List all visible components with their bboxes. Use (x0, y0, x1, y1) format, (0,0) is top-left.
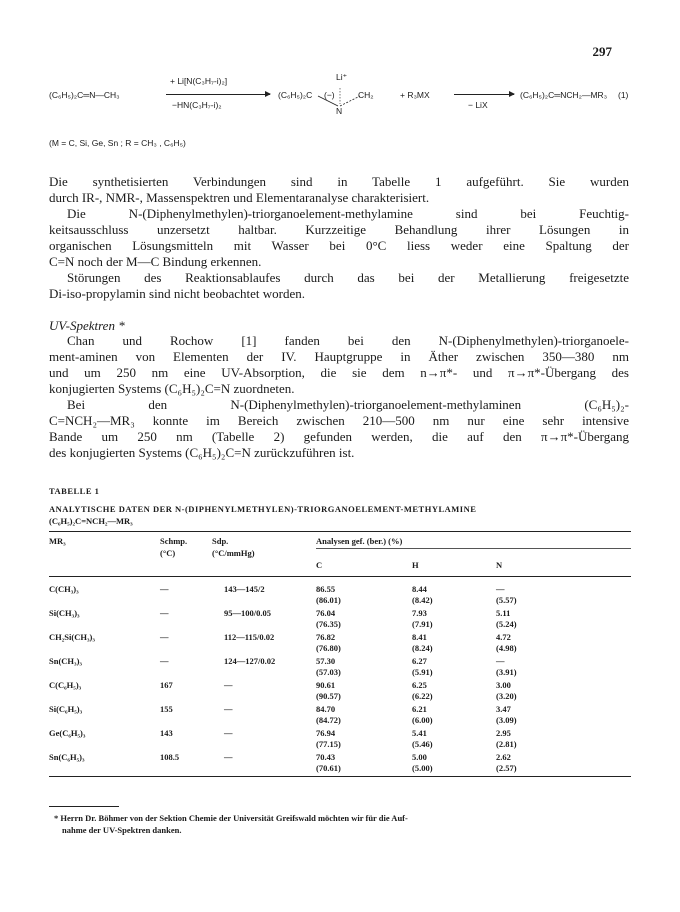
cell-schmp: — (160, 584, 169, 594)
cell-c-found: 70.43 (316, 752, 336, 762)
cell-mr3: Si(C₆H₅)₃ (49, 704, 83, 714)
footnote-line: * Herrn Dr. Böhmer von der Sektion Chemie der Universität Greifswald möchten wir für die Auf- (54, 813, 408, 823)
cell-h-calc: (8.42) (412, 595, 433, 605)
cell-h-calc: (6.22) (412, 691, 433, 701)
cell-mr3: C(CH₃)₃ (49, 584, 79, 594)
cell-c-calc: (84.72) (316, 715, 341, 725)
cell-schmp: — (160, 656, 169, 666)
scheme-arrow-2 (454, 94, 514, 95)
header-mr3: MR₃ (49, 536, 66, 546)
cell-n-found: 2.62 (496, 752, 511, 762)
header-c: C (316, 560, 323, 570)
text-line: des konjugierten Systems (C₆H₅)₂C=N zurückzuführen ist. (49, 445, 355, 460)
cell-sdp: — (224, 680, 233, 690)
header-schmp-unit: (°C) (160, 548, 176, 558)
scheme-allyl-bonds (316, 84, 364, 112)
text-line: ment-aminen von Elementen der IV. Hauptgruppe in Äther zwischen 350—380 nm (49, 349, 629, 364)
scheme-reactant: (C₆H₅)₂C═N—CH₃ (49, 90, 120, 100)
text-line: Die synthetisierten Verbindungen sind in Tabelle 1 aufgeführt. Sie wurden (49, 174, 629, 189)
cell-n-calc: (3.09) (496, 715, 517, 725)
header-schmp: Schmp. (160, 536, 188, 546)
cell-n-calc: (3.20) (496, 691, 517, 701)
cell-h-calc: (7.91) (412, 619, 433, 629)
cell-sdp: — (224, 752, 233, 762)
footnote (54, 812, 614, 836)
scheme-reagent-above: + Li[N(C₃H₇-i)₂] (170, 76, 228, 86)
cell-sdp: 143—145/2 (224, 584, 265, 594)
text-line: Bande um 250 nm (Tabelle 2) gefunden werden, die auf den π→π*-Übergang (49, 429, 629, 444)
cell-h-calc: (6.00) (412, 715, 433, 725)
cell-h-calc: (5.00) (412, 763, 433, 773)
text-line: keitsausschluss unzersetzt haltbar. Kurzzeitige Behandlung ihrer Lösungen in (49, 222, 629, 237)
cell-h-found: 8.44 (412, 584, 427, 594)
scheme-intermediate-nitrogen: N (336, 106, 343, 116)
cell-mr3: Si(CH₃)₃ (49, 608, 80, 618)
cell-mr3: Sn(CH₃)₃ (49, 656, 82, 666)
header-sdp-unit: (°C/mmHg) (212, 548, 255, 558)
cell-schmp: 108.5 (160, 752, 180, 762)
text-line: C=NCH₂—MR₃ konnte im Bereich zwischen 210—500 nm nur eine sehr intensive (49, 413, 629, 428)
header-n: N (496, 560, 503, 570)
cell-c-calc: (90.57) (316, 691, 341, 701)
scheme-carbanion-charge: (−) (324, 90, 335, 100)
cell-c-found: 76.94 (316, 728, 336, 738)
cell-n-calc: (2.81) (496, 739, 517, 749)
cell-sdp: — (224, 728, 233, 738)
cell-n-found: — (496, 584, 505, 594)
footnote-line: nahme der UV-Spektren danken. (62, 825, 182, 835)
cell-h-found: 5.41 (412, 728, 427, 738)
scheme-legend: (M = C, Si, Ge, Sn ; R = CH₃ , C₆H₅) (49, 138, 186, 148)
text-line: C=N noch der M—C Bindung erkennen. (49, 254, 262, 269)
table-subtitle: (C₆H₅)₂C=NCH₂—MR₃ (49, 516, 133, 526)
cell-c-found: 76.82 (316, 632, 336, 642)
table-header-rule (49, 576, 631, 577)
scheme-intermediate-right: CH₂ (358, 90, 374, 100)
cell-n-calc: (2.57) (496, 763, 517, 773)
cell-c-calc: (76.80) (316, 643, 341, 653)
uv-paragraph (49, 333, 629, 461)
text-line: Di-iso-propylamin sind nicht beobachtet worden. (49, 286, 305, 301)
cell-n-found: 2.95 (496, 728, 511, 738)
table-top-rule (49, 531, 631, 532)
cell-c-found: 86.55 (316, 584, 336, 594)
cell-c-calc: (70.61) (316, 763, 341, 773)
equation-number: (1) (618, 90, 629, 100)
cell-schmp: 167 (160, 680, 173, 690)
cell-h-calc: (5.46) (412, 739, 433, 749)
cell-schmp: — (160, 632, 169, 642)
cell-n-found: 4.72 (496, 632, 511, 642)
scheme-intermediate-left: (C₆H₅)₂C (278, 90, 313, 100)
cell-c-calc: (76.35) (316, 619, 341, 629)
header-analysis-rule (316, 548, 631, 549)
text-line: konjugierten Systems (C₆H₅)₂C=N zuordneten. (49, 381, 295, 396)
cell-n-found: 3.47 (496, 704, 511, 714)
cell-h-calc: (8.24) (412, 643, 433, 653)
section-heading-uv: UV-Spektren * (49, 318, 125, 333)
cell-n-calc: (4.98) (496, 643, 517, 653)
cell-c-found: 76.04 (316, 608, 336, 618)
cell-h-found: 6.27 (412, 656, 427, 666)
text-line: und um 250 nm eine UV-Absorption, die sie dem n→π*- und π→π*-Übergang des (49, 365, 629, 380)
cell-h-found: 8.41 (412, 632, 427, 642)
text-line: Die N-(Diphenylmethylen)-triorganoelement-methylamine sind bei Feuchtig- (67, 206, 629, 221)
cell-h-found: 6.25 (412, 680, 427, 690)
cell-mr3: CH₂Si(CH₃)₃ (49, 632, 95, 642)
header-sdp: Sdp. (212, 536, 229, 546)
cell-n-found: 3.00 (496, 680, 511, 690)
cell-mr3: Sn(C₆H₅)₃ (49, 752, 85, 762)
cell-c-calc: (57.03) (316, 667, 341, 677)
cell-h-found: 5.00 (412, 752, 427, 762)
text-line: Chan und Rochow [1] fanden bei den N-(Diphenylmethylen)-triorganoele- (67, 333, 629, 348)
scheme-reagent-below: −HN(C₃H₇-i)₂ (172, 100, 222, 110)
cell-mr3: C(C₆H₅)₃ (49, 680, 82, 690)
cell-c-found: 84.70 (316, 704, 336, 714)
cell-n-found: — (496, 656, 505, 666)
cell-h-calc: (5.91) (412, 667, 433, 677)
cell-c-found: 90.61 (316, 680, 336, 690)
text-line: Störungen des Reaktionsablaufes durch das bei der Metallierung freigesetzte (67, 270, 629, 285)
cell-n-calc: (3.91) (496, 667, 517, 677)
cell-mr3: Ge(C₆H₅)₃ (49, 728, 86, 738)
cell-sdp: 124—127/0.02 (224, 656, 276, 666)
cell-n-calc: (5.24) (496, 619, 517, 629)
header-analysis: Analysen gef. (ber.) (%) (316, 536, 403, 546)
cell-c-found: 57.30 (316, 656, 336, 666)
table-bottom-rule (49, 776, 631, 777)
cell-c-calc: (86.01) (316, 595, 341, 605)
scheme-lithium-cation: Li⁺ (336, 72, 348, 82)
scheme-reagent2-below: − LiX (468, 100, 488, 110)
cell-h-found: 6.21 (412, 704, 427, 714)
cell-c-calc: (77.15) (316, 739, 341, 749)
page-number: 297 (592, 44, 612, 59)
cell-n-calc: (5.57) (496, 595, 517, 605)
text-line: Bei den N-(Diphenylmethylen)-triorganoelement-methylaminen (C₆H₅)₂- (67, 397, 629, 412)
table-title: ANALYTISCHE DATEN DER N-(DIPHENYLMETHYLEN)-TRIORGANOELEMENT-METHYLAMINE (49, 504, 477, 514)
cell-schmp: 155 (160, 704, 173, 714)
scheme-plus-reagent: + R₃MX (400, 90, 430, 100)
cell-schmp: — (160, 608, 169, 618)
cell-sdp: — (224, 704, 233, 714)
cell-schmp: 143 (160, 728, 173, 738)
table-label: TABELLE 1 (49, 486, 100, 496)
results-paragraph (49, 174, 629, 302)
text-line: organischen Lösungsmitteln mit Wasser bei 0°C liess weder eine Spaltung der (49, 238, 629, 253)
cell-sdp: 95—100/0.05 (224, 608, 271, 618)
cell-n-found: 5.11 (496, 608, 511, 618)
footnote-rule (49, 806, 119, 807)
text-line: durch IR-, NMR-, Massenspektren und Elementaranalyse charakterisiert. (49, 190, 430, 205)
cell-h-found: 7.93 (412, 608, 427, 618)
cell-sdp: 112—115/0.02 (224, 632, 275, 642)
header-h: H (412, 560, 419, 570)
scheme-arrow-1 (166, 94, 270, 95)
scheme-product: (C₆H₅)₂C═NCH₂—MR₃ (520, 90, 608, 100)
